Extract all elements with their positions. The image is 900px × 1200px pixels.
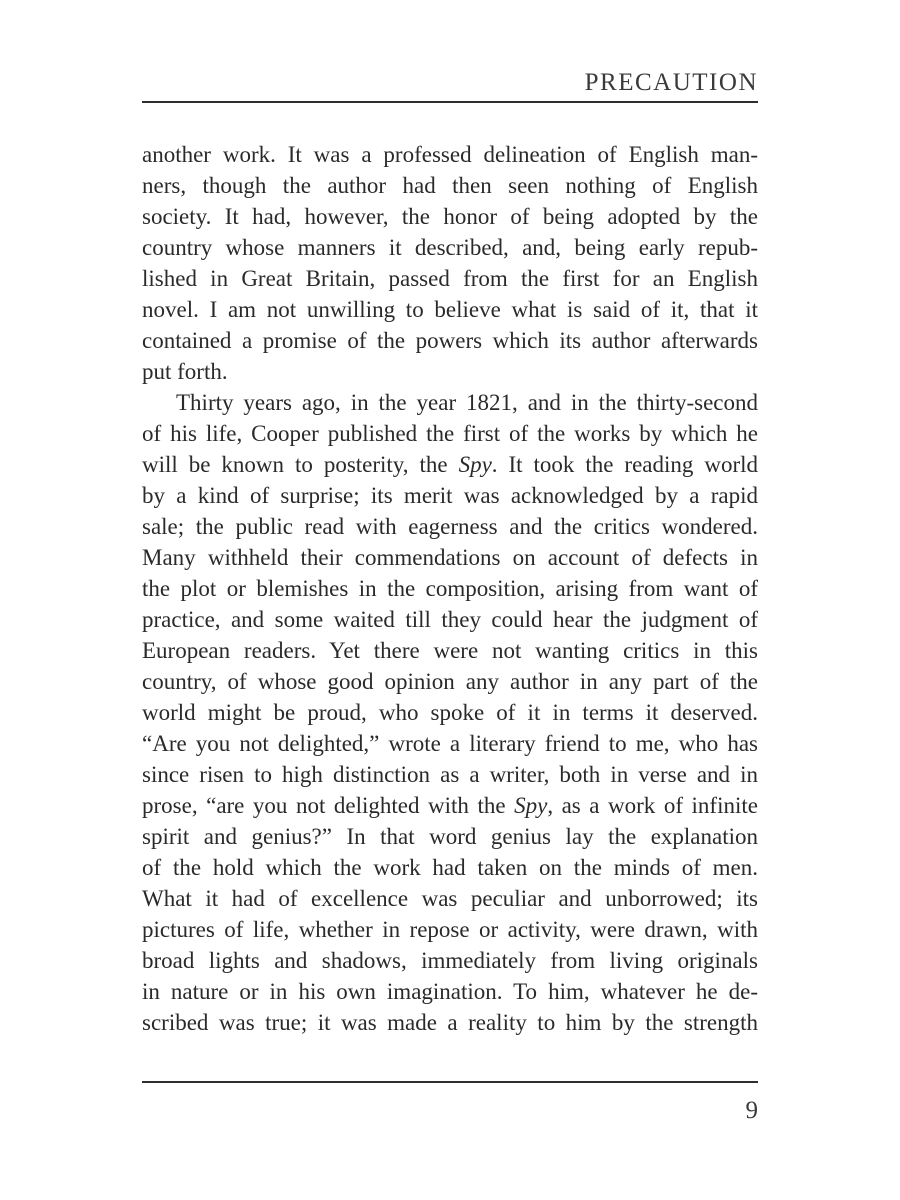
text-line: contained a promise of the powers which its author afterwards [142,328,758,353]
running-head: PRECAUTION [584,69,758,96]
text-line: spirit and genius?” In that word genius lay the explanation [142,824,758,849]
text-line: country, of whose good opinion any author in any part of the [142,669,758,694]
paragraph [142,387,758,1038]
text-line: Thirty years ago, in the year 1821, and in the thirty-second [176,390,758,415]
text-line: society. It had, however, the honor of being adopted by the [142,204,758,229]
text-line: Many withheld their commendations on account of defects in [142,545,758,570]
header-rule [142,101,758,103]
text-line: by a kind of surprise; its merit was acknowledged by a rapid [142,483,758,508]
text-line: scribed was true; it was made a reality to him by the strength [142,1010,758,1035]
text-line: country whose manners it described, and, being early repub- [142,235,758,260]
text-line: ners, though the author had then seen nothing of English [142,173,758,198]
text-line: sale; the public read with eagerness and the critics wondered. [142,514,758,539]
text-line: of his life, Cooper published the first of the works by which he [142,421,758,446]
text-line: lished in Great Britain, passed from the first for an English [142,266,758,291]
text-line: since risen to high distinction as a writer, both in verse and in [142,762,758,787]
text-line: “Are you not delighted,” wrote a literary friend to me, who has [142,731,758,756]
text-line: broad lights and shadows, immediately from living originals [142,948,758,973]
text-line: prose, “are you not delighted with the Spy, as a work of infinite [142,793,758,818]
text-line: in nature or in his own imagination. To him, whatever he de- [142,979,758,1004]
footer-rule [142,1081,758,1083]
text-line: put forth. [142,359,228,384]
text-line: What it had of excellence was peculiar and unborrowed; its [142,886,758,911]
text-line: European readers. Yet there were not wanting critics in this [142,638,758,663]
text-line: practice, and some waited till they could hear the judgment of [142,607,758,632]
text-line: pictures of life, whether in repose or activity, were drawn, with [142,917,758,942]
text-line: will be known to posterity, the Spy. It took the reading world [142,452,758,477]
text-line: another work. It was a professed delineation of English man- [142,142,758,167]
text-line: world might be proud, who spoke of it in terms it deserved. [142,700,758,725]
paragraph [142,139,758,387]
body-text [142,139,758,1038]
text-line: novel. I am not unwilling to believe what is said of it, that it [142,297,758,322]
page-number: 9 [745,1097,758,1124]
text-line: the plot or blemishes in the composition, arising from want of [142,576,758,601]
text-line: of the hold which the work had taken on the minds of men. [142,855,758,880]
